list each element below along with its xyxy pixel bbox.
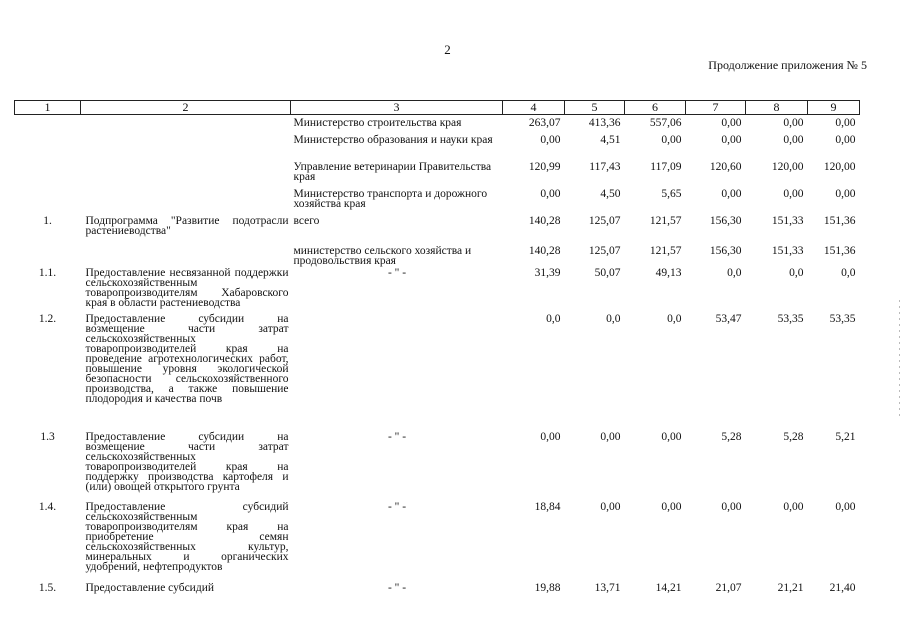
value-cell: 0,00 [721, 187, 742, 200]
responsible-party: - " - [387, 500, 407, 513]
value-cell: 49,13 [655, 266, 682, 279]
value-cell: 21,21 [777, 581, 804, 594]
value-cell: 18,84 [534, 500, 561, 513]
row-name: Предоставление субсидий сельскохозяйственным товаропроизводителям края на приобретение семян сельскохозяйственных культур, минеральных и органических удобрений, нефтепродуктов [85, 500, 289, 573]
header-cell: 6 [625, 101, 686, 115]
table-row [15, 581, 860, 611]
value-cell: 151,33 [771, 244, 804, 257]
responsible-party: Министерство образования и науки края [293, 133, 493, 146]
value-cell: 0,0 [841, 266, 856, 279]
value-cell: 5,28 [721, 430, 742, 443]
table-row [15, 500, 860, 581]
value-cell: 0,00 [600, 430, 621, 443]
value-cell: 5,65 [661, 187, 682, 200]
value-cell: 0,00 [600, 500, 621, 513]
value-cell: 0,00 [835, 133, 856, 146]
value-cell: 121,57 [649, 214, 682, 227]
row-index: 1.3 [40, 430, 55, 443]
header-cell: 1 [15, 101, 81, 115]
header-cell: 3 [291, 101, 503, 115]
value-cell: 0,00 [661, 430, 682, 443]
row-name: Предоставление субсидии на возмещение части затрат сельскохозяйственных товаропроизводителей края на поддержку производства картофеля и (или) овощей открытого грунта [85, 430, 289, 493]
value-cell: 19,88 [534, 581, 561, 594]
header-cell: 5 [565, 101, 625, 115]
row-name [81, 115, 291, 133]
value-cell: 21,40 [829, 581, 856, 594]
value-cell: 0,0 [546, 312, 561, 325]
row-index [15, 160, 81, 187]
value-cell: 140,28 [528, 244, 561, 257]
row-name [81, 244, 291, 266]
value-cell: 0,00 [540, 133, 561, 146]
row-name: Предоставление субсидий [85, 581, 214, 594]
scan-edge-mark [899, 300, 900, 420]
table-row [15, 115, 860, 133]
value-cell: 53,35 [777, 312, 804, 325]
value-cell: 5,28 [783, 430, 804, 443]
row-name: Подпрограмма "Развитие подотрасли растениеводства" [85, 214, 289, 237]
value-cell: 50,07 [594, 266, 621, 279]
value-cell: 413,36 [588, 117, 621, 129]
responsible-party [291, 312, 503, 430]
value-cell: 140,28 [528, 214, 561, 227]
value-cell: 156,30 [709, 214, 742, 227]
value-cell: 0,00 [783, 500, 804, 513]
page-number: 2 [444, 42, 451, 57]
budget-table [14, 100, 860, 611]
value-cell: 120,00 [771, 160, 804, 173]
value-cell: 0,00 [835, 500, 856, 513]
value-cell: 151,33 [771, 214, 804, 227]
responsible-party: Министерство строительства края [293, 117, 462, 129]
table-row [15, 187, 860, 213]
header-cell: 8 [746, 101, 808, 115]
table-header-row [15, 101, 860, 115]
value-cell: 5,21 [835, 430, 856, 443]
value-cell: 0,0 [606, 312, 621, 325]
row-index [15, 244, 81, 266]
header-cell: 2 [81, 101, 291, 115]
value-cell: 0,00 [721, 117, 742, 129]
value-cell: 0,00 [783, 133, 804, 146]
value-cell: 0,00 [540, 430, 561, 443]
responsible-party: всего [293, 214, 320, 227]
table-row [15, 213, 860, 244]
value-cell: 0,00 [783, 187, 804, 200]
value-cell: 0,0 [667, 312, 682, 325]
row-name: Предоставление субсидии на возмещение части затрат сельскохозяйственных товаропроизводителей края на проведение агротехнологических работ, повышение уровня экологической безопасности сельскохозяйственного производства, а также повышение плодородия и качества почв [85, 312, 289, 405]
row-name: Предоставление несвязанной поддержки сельскохозяйственным товаропроизводителям Хабаровского края в области растениеводства [85, 266, 289, 309]
value-cell: 156,30 [709, 244, 742, 257]
table-row [15, 244, 860, 266]
value-cell: 0,00 [661, 133, 682, 146]
value-cell: 120,00 [823, 160, 856, 173]
header-cell: 9 [808, 101, 860, 115]
table-row [15, 160, 860, 187]
table-row [15, 133, 860, 160]
value-cell: 4,51 [600, 133, 621, 146]
table-row [15, 266, 860, 312]
value-cell: 14,21 [655, 581, 682, 594]
value-cell: 0,00 [783, 117, 804, 129]
value-cell: 151,36 [823, 244, 856, 257]
table-row [15, 312, 860, 430]
row-index: 1.4. [38, 500, 57, 513]
value-cell: 0,00 [540, 187, 561, 200]
value-cell: 0,00 [661, 500, 682, 513]
value-cell: 4,50 [600, 187, 621, 200]
value-cell: 31,39 [534, 266, 561, 279]
value-cell: 0,00 [835, 187, 856, 200]
continuation-note: Продолжение приложения № 5 [708, 58, 867, 72]
value-cell: 125,07 [588, 214, 621, 227]
row-index: 1.5. [38, 581, 57, 594]
value-cell: 0,00 [721, 133, 742, 146]
responsible-party: министерство сельского хозяйства и продовольствия края [293, 244, 472, 267]
responsible-party: Министерство транспорта и дорожного хозяйства края [293, 187, 488, 210]
value-cell: 151,36 [823, 214, 856, 227]
value-cell: 53,35 [829, 312, 856, 325]
value-cell: 121,57 [649, 244, 682, 257]
table-row [15, 430, 860, 500]
value-cell: 0,00 [835, 117, 856, 129]
row-name [81, 160, 291, 187]
value-cell: 557,06 [649, 117, 682, 129]
row-index [15, 187, 81, 213]
row-name [81, 187, 291, 213]
row-name [81, 133, 291, 160]
value-cell: 125,07 [588, 244, 621, 257]
value-cell: 117,09 [650, 160, 682, 173]
responsible-party: - " - [387, 430, 407, 443]
value-cell: 0,00 [721, 500, 742, 513]
value-cell: 120,60 [709, 160, 742, 173]
row-index: 1.2. [38, 312, 57, 325]
value-cell: 117,43 [589, 160, 621, 173]
header-cell: 7 [686, 101, 746, 115]
value-cell: 120,99 [528, 160, 561, 173]
row-index [15, 115, 81, 133]
row-index: 1.1. [38, 266, 57, 279]
value-cell: 0,0 [789, 266, 804, 279]
row-index [15, 133, 81, 160]
value-cell: 13,71 [594, 581, 621, 594]
value-cell: 21,07 [715, 581, 742, 594]
responsible-party: Управление ветеринарии Правительства края [293, 160, 492, 183]
row-index: 1. [43, 214, 52, 227]
header-cell: 4 [503, 101, 565, 115]
value-cell: 53,47 [715, 312, 742, 325]
responsible-party: - " - [387, 266, 407, 279]
value-cell: 263,07 [528, 117, 561, 129]
value-cell: 0,0 [727, 266, 742, 279]
responsible-party: - " - [387, 581, 407, 594]
